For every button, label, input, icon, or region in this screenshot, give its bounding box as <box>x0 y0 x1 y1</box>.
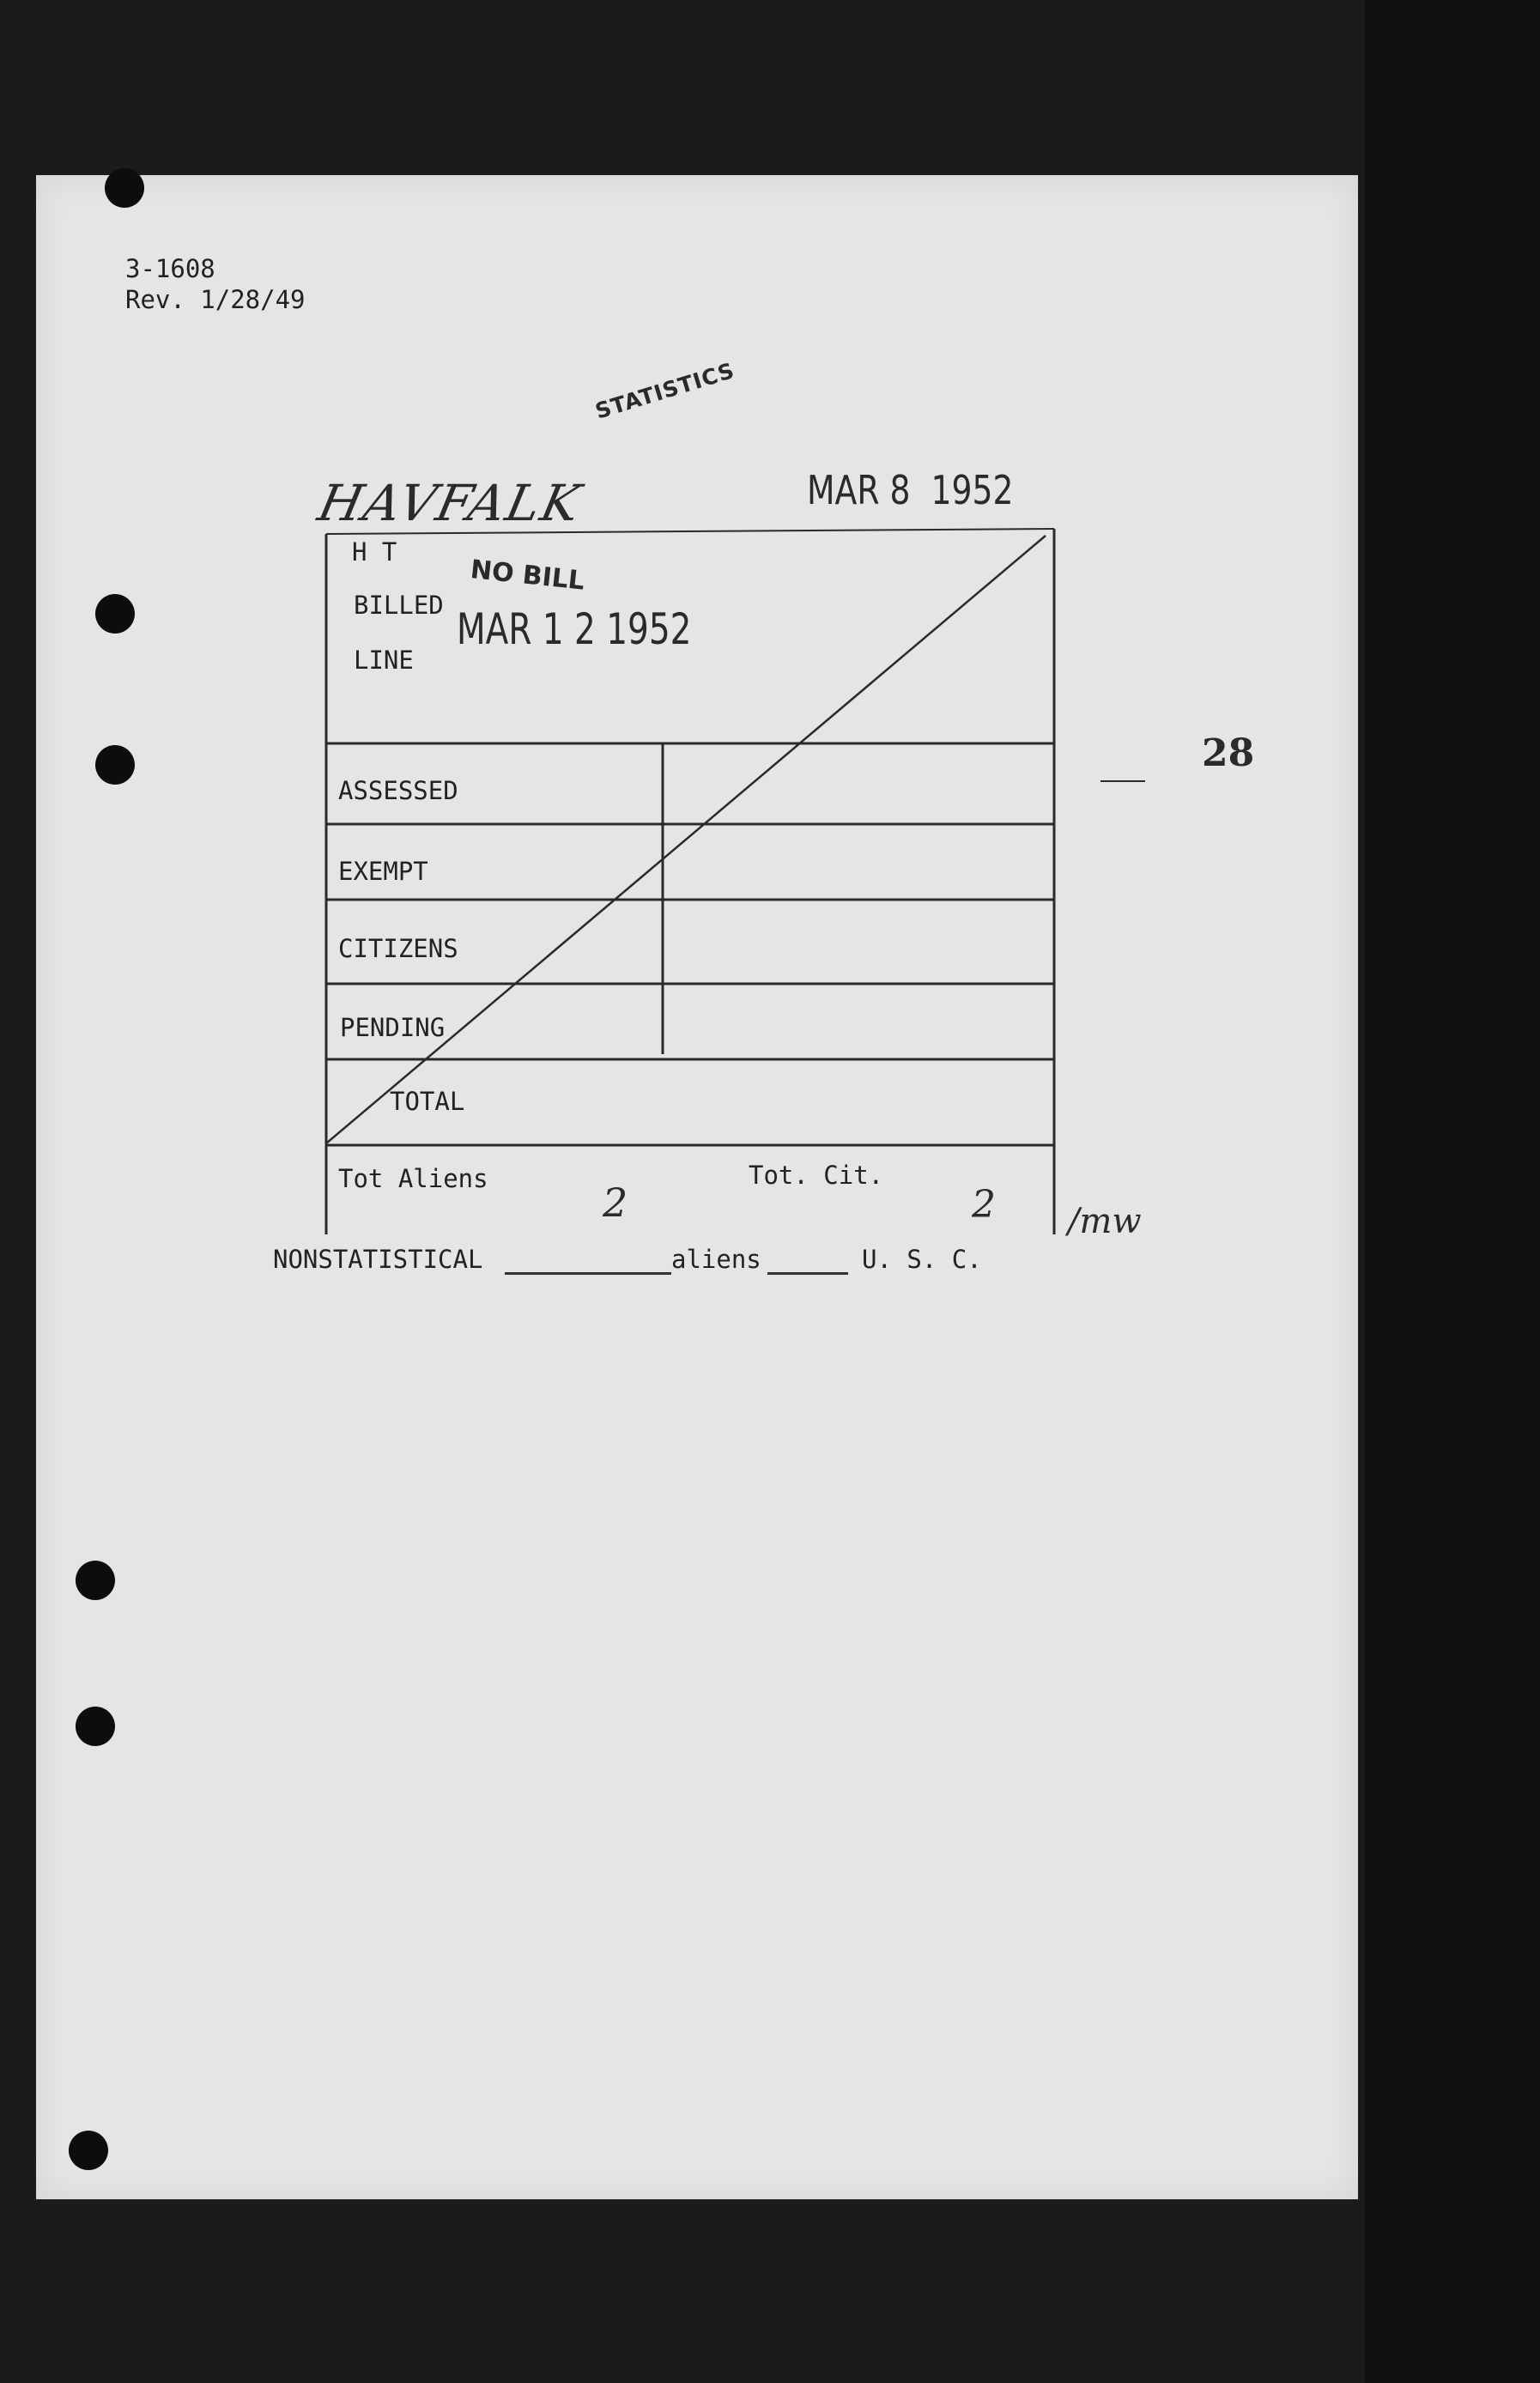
date-received-stamp: MAR 8 1952 <box>807 467 1014 513</box>
initials: /mw <box>1068 1202 1142 1241</box>
billed-date-stamp: MAR 1 2 1952 <box>457 604 692 654</box>
label-billed: BILLED <box>354 591 444 620</box>
form-revision: Rev. 1/28/49 <box>125 285 306 314</box>
carrier-handwritten: HAVFALK <box>312 474 587 532</box>
row-total: TOTAL <box>390 1087 465 1116</box>
row-exempt: EXEMPT <box>338 857 428 886</box>
punch-hole <box>76 1561 115 1600</box>
statistics-stamp: STATISTICS <box>592 357 738 424</box>
aliens-label: aliens <box>671 1245 761 1274</box>
punch-hole <box>69 2131 108 2170</box>
tot-aliens-label: Tot Aliens <box>338 1164 488 1193</box>
label-ht: H T <box>352 537 397 567</box>
form-number: 3-1608 <box>125 254 215 283</box>
tot-aliens-value: 2 <box>603 1179 628 1226</box>
document-page <box>36 175 1358 2199</box>
usc-label: U. S. C. <box>862 1245 982 1274</box>
row-citizens: CITIZENS <box>338 934 458 963</box>
row-pending: PENDING <box>340 1013 446 1042</box>
tot-cit-label: Tot. Cit. <box>749 1161 884 1190</box>
nonstatistical-blank <box>505 1272 671 1275</box>
punch-hole <box>76 1707 115 1746</box>
tot-cit-value: 2 <box>972 1183 996 1227</box>
no-bill-stamp: NO BILL <box>469 555 586 597</box>
label-line: LINE <box>354 646 414 675</box>
row-assessed: ASSESSED <box>338 776 458 805</box>
side-number: 28 <box>1202 731 1255 775</box>
aliens-blank <box>767 1272 848 1275</box>
nonstatistical-label: NONSTATISTICAL <box>273 1245 483 1274</box>
scanner-border <box>1365 0 1540 2383</box>
form-table-grid <box>36 175 1358 1257</box>
